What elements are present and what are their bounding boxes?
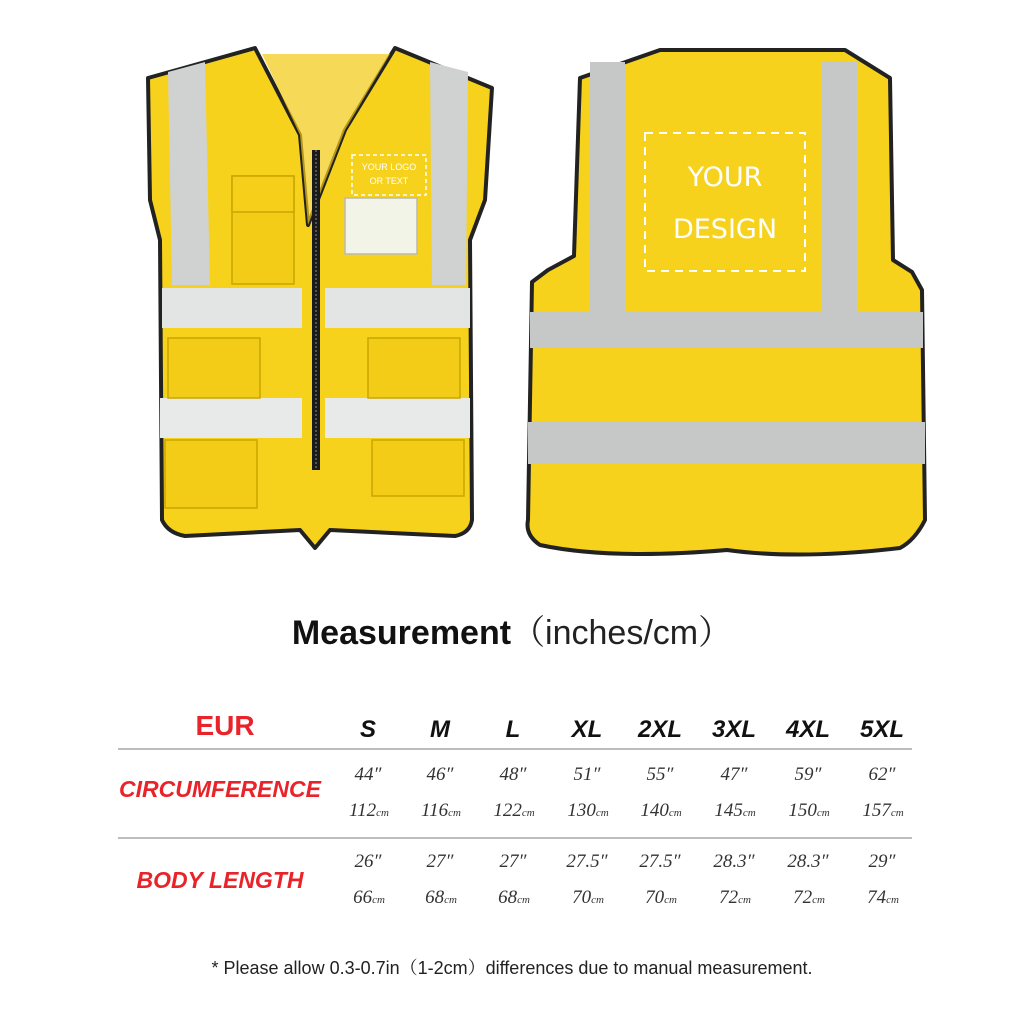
body-length-cm: 72cm [793,887,825,908]
measurement-note: * Please allow 0.3-0.7in（1-2cm）differences due to manual measurement. [211,958,813,978]
table-divider [118,837,912,839]
body-length-cm: 68cm [498,887,530,908]
front-vest [148,48,492,548]
size-header: 2XL [637,716,682,743]
circumference-inches: 48″ [499,764,527,785]
size-header: 3XL [711,716,756,743]
table-divider [118,748,912,750]
page-title [0,605,1024,654]
circumference-inches: 62″ [868,764,896,785]
circumference-cm: 112cm [349,800,389,821]
design-text-line1: YOUR [687,162,763,193]
logo-text-line1: YOUR LOGO [361,162,417,172]
row-label-circumference: CIRCUMFERENCE [119,776,321,802]
size-header: 4XL [785,716,830,743]
row-label-body-length: BODY LENGTH [136,867,304,893]
circumference-cm: 116cm [421,800,461,821]
body-length-cm: 66cm [353,887,385,908]
back-vest [528,50,926,555]
body-length-inches: 26″ [354,851,382,872]
body-length-inches: 28.3″ [787,851,829,872]
circumference-cm: 130cm [567,800,609,821]
size-header: S [359,716,376,743]
size-header: XL [571,716,603,743]
body-length-cm: 70cm [572,887,604,908]
circumference-inches: 51″ [573,764,601,785]
circumference-cm: 157cm [862,800,904,821]
body-length-cm: 72cm [719,887,751,908]
body-length-inches: 27″ [499,851,527,872]
circumference-cm: 150cm [788,800,830,821]
body-length-inches: 28.3″ [713,851,755,872]
back-design-placeholder [645,152,805,256]
logo-text-line2: OR TEXT [369,176,409,186]
body-length-cm: 70cm [645,887,677,908]
size-header: M [430,716,450,743]
body-length-inches: 27″ [426,851,454,872]
body-length-inches: 27.5″ [639,851,681,872]
circumference-inches: 59″ [794,764,822,785]
region-label: EUR [195,710,255,741]
circumference-inches: 55″ [646,764,674,785]
body-length-inches: 27.5″ [566,851,608,872]
title-units: （inches/cm） [511,614,733,652]
size-header: L [505,716,521,743]
design-text-line2: DESIGN [672,214,778,245]
body-length-cm: 68cm [425,887,457,908]
body-length-inches: 29″ [868,851,896,872]
body-length-cm: 74cm [867,887,899,908]
circumference-cm: 145cm [714,800,756,821]
title-bold: Measurement [291,614,512,652]
circumference-cm: 140cm [640,800,682,821]
circumference-inches: 46″ [426,764,454,785]
front-logo-placeholder [350,160,428,188]
circumference-inches: 44″ [354,764,382,785]
size-header: 5XL [859,716,904,743]
circumference-cm: 122cm [493,800,535,821]
circumference-inches: 47″ [720,764,748,785]
